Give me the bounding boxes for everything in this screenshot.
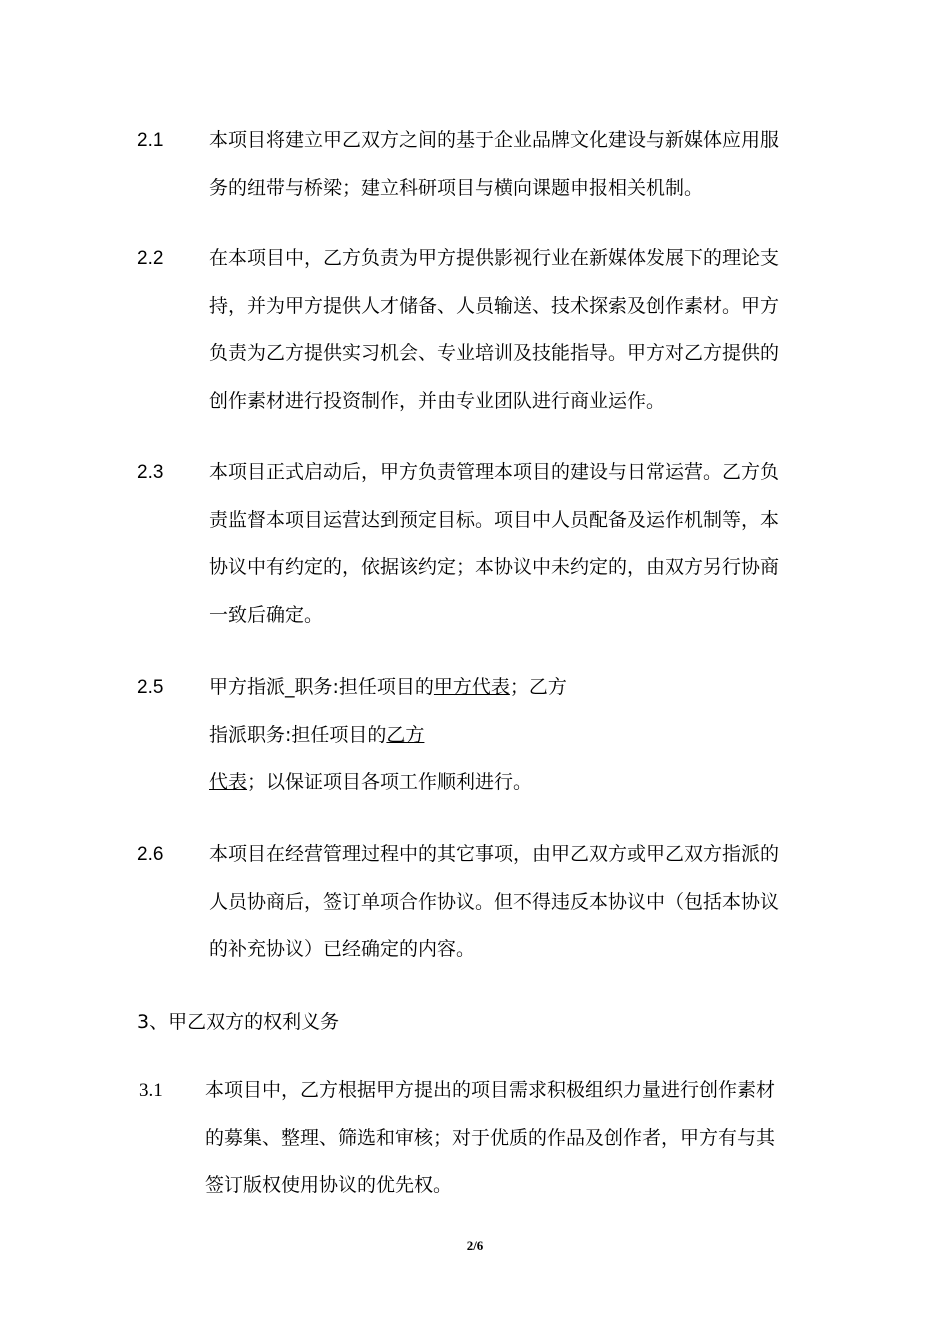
- text-line: 本项目将建立甲乙双方之间的基于企业品牌文化建设与新媒体应用服: [209, 129, 780, 151]
- text-segment: 指派职务:担任项目的: [209, 723, 387, 746]
- clause-number: 2.1: [137, 130, 164, 151]
- text-line: [209, 712, 819, 760]
- underlined-role: 甲方代表: [433, 676, 510, 698]
- clause-text: [209, 449, 819, 639]
- text-line: 协议中有约定的，依据该约定；本协议中未约定的，由双方另行协商: [209, 556, 780, 578]
- text-line: 本项目在经营管理过程中的其它事项，由甲乙双方或甲乙双方指派的: [209, 843, 780, 865]
- text-segment: ；乙方: [509, 676, 567, 698]
- clause-number: 2.3: [137, 462, 164, 483]
- underlined-role: 代表: [209, 771, 248, 793]
- clause-text: [209, 235, 819, 425]
- text-line: 本项目中，乙方根据甲方提出的项目需求积极组织力量进行创作素材: [205, 1079, 776, 1101]
- clause-number: 2.2: [137, 248, 164, 269]
- text-line: [209, 759, 819, 807]
- text-line: [209, 664, 819, 712]
- page-number: 2/6: [466, 1238, 484, 1253]
- section-heading: 3、甲乙双方的权利义务: [137, 1011, 340, 1033]
- clause-text: [209, 831, 819, 974]
- clause-number: 3.1: [139, 1080, 163, 1101]
- text-line: 持，并为甲方提供人才储备、人员输送、技术探索及创作素材。甲方: [209, 294, 780, 317]
- text-line: 人员协商后，签订单项合作协议。但不得违反本协议中（包括本协议: [209, 890, 780, 913]
- text-line: 签订版权使用协议的优先权。: [205, 1174, 453, 1196]
- text-line: 本项目正式启动后，甲方负责管理本项目的建设与日常运营。乙方负: [209, 461, 780, 483]
- text-line: 务的纽带与桥梁；建立科研项目与横向课题申报相关机制。: [209, 176, 704, 199]
- text-line: 的募集、整理、筛选和审核；对于优质的作品及创作者，甲方有与其: [205, 1126, 776, 1149]
- clause-number: 2.6: [137, 844, 164, 865]
- clause-text: [209, 117, 819, 212]
- text-line: 在本项目中，乙方负责为甲方提供影视行业在新媒体发展下的理论支: [209, 247, 780, 269]
- text-line: 责监督本项目运营达到预定目标。项目中人员配备及运作机制等，本: [209, 508, 780, 531]
- underlined-role: 乙方: [386, 723, 425, 746]
- text-segment: ；以保证项目各项工作顺利进行。: [247, 771, 533, 793]
- text-line: 负责为乙方提供实习机会、专业培训及技能指导。甲方对乙方提供的: [209, 342, 780, 364]
- text-segment: 甲方指派_职务:担任项目的: [209, 676, 434, 698]
- text-line: 的补充协议）已经确定的内容。: [209, 938, 476, 960]
- text-line: 创作素材进行投资制作，并由专业团队进行商业运作。: [209, 389, 666, 412]
- text-line: 一致后确定。: [209, 603, 324, 626]
- clause-text: [205, 1067, 820, 1210]
- clause-number: 2.5: [137, 677, 164, 698]
- clause-text: [209, 664, 819, 807]
